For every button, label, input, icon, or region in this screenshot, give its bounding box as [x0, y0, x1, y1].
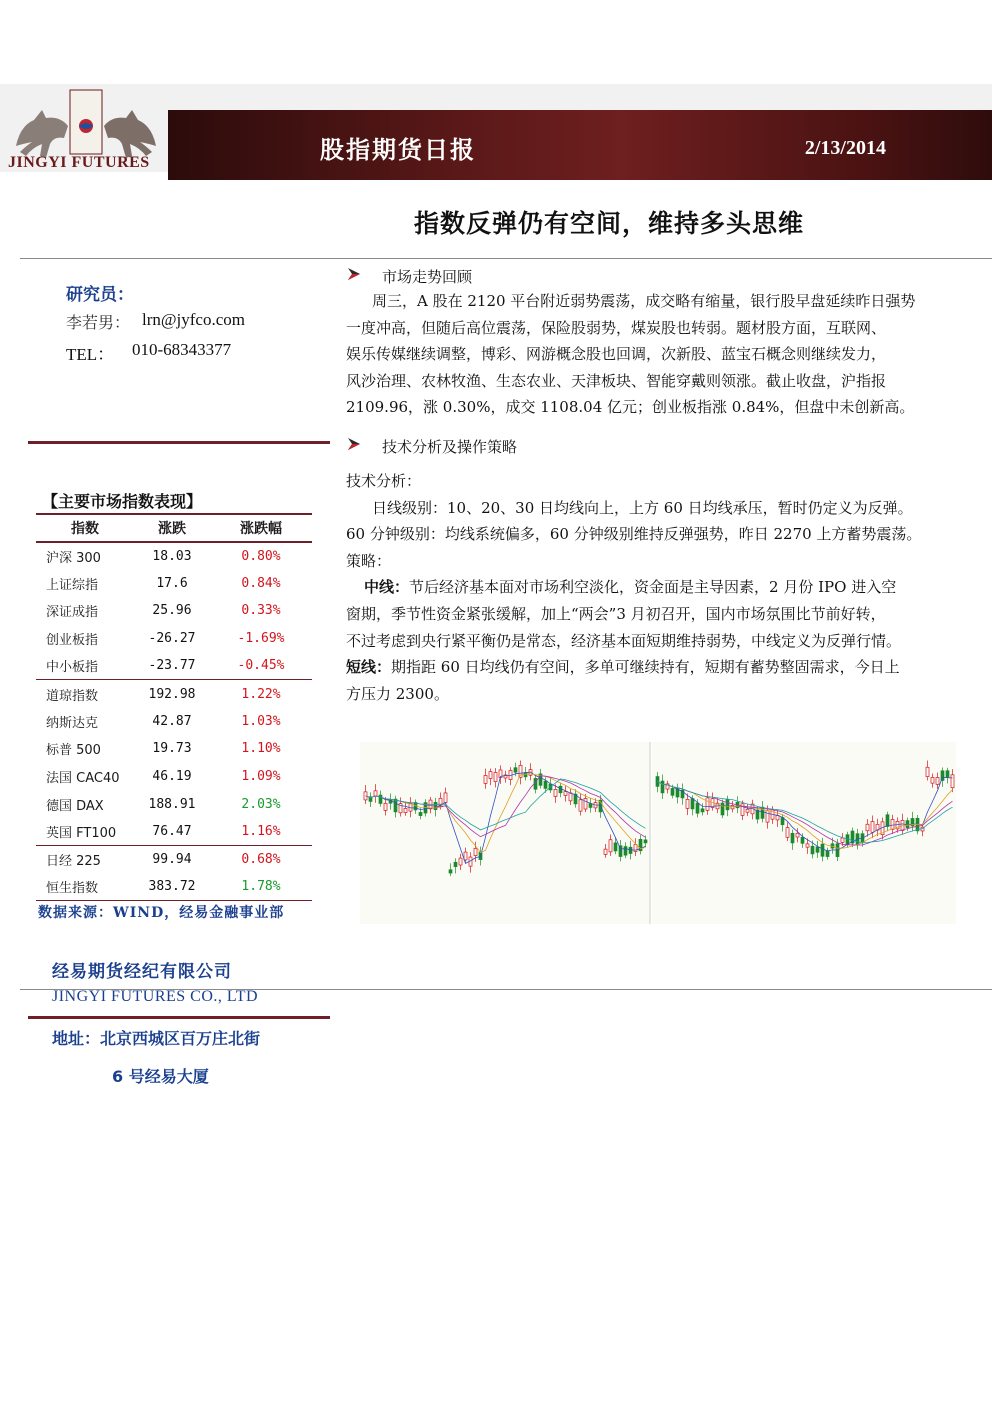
- tech-label: 技术分析：: [346, 472, 422, 490]
- candle-body: [811, 846, 814, 854]
- candle-body: [691, 799, 694, 809]
- candle-body: [841, 838, 844, 842]
- candle-body: [449, 870, 452, 873]
- candle-body: [791, 833, 794, 843]
- index-table-body: [36, 542, 312, 901]
- candle-body: [721, 803, 724, 815]
- review-line: 娱乐传媒继续调整，博彩、网游概念股也回调，次新股、蓝宝石概念则继续发力，: [346, 345, 887, 364]
- index-name: 标普 500: [46, 743, 101, 759]
- index-change: 76.47: [152, 823, 192, 839]
- candle-body: [886, 815, 889, 827]
- candle-body: [806, 844, 809, 847]
- index-change-pct: 1.09%: [241, 769, 281, 785]
- candle-body: [786, 828, 789, 838]
- candle-body: [564, 792, 567, 796]
- candle-body: [891, 819, 894, 829]
- candle-body: [946, 771, 949, 777]
- index-change: -26.27: [148, 631, 196, 647]
- candle-body: [686, 799, 689, 808]
- index-change-pct: -1.69%: [237, 631, 285, 647]
- index-change: 19.73: [152, 741, 192, 757]
- col-header-pct: 涨跌幅: [210, 514, 312, 542]
- index-change-pct: 1.22%: [210, 680, 312, 708]
- index-name: 恒生指数: [36, 873, 134, 901]
- index-name: 英国 FT100: [46, 825, 117, 841]
- candle-body: [559, 786, 562, 793]
- table-row: [36, 542, 312, 570]
- index-name: 中小板指: [46, 660, 99, 676]
- candle-body: [826, 851, 829, 857]
- mid-line: 窗期，季节性资金紧张缓解，加上“两会”3 月初召开，国内市场氛围比节前好转，: [346, 604, 886, 623]
- index-name: 上证综指: [46, 577, 99, 593]
- divider: [20, 258, 992, 259]
- candle-body: [866, 824, 869, 830]
- candle-body: [419, 812, 422, 815]
- strategy-label: 策略：: [346, 551, 392, 570]
- title-banner: [168, 110, 992, 180]
- index-change-pct: 1.78%: [210, 873, 312, 901]
- candle-body: [384, 803, 387, 810]
- candle-body: [644, 840, 647, 843]
- strategy-paragraph: [346, 468, 986, 707]
- candle-body: [514, 768, 517, 773]
- section-heading-review: 市场走势回顾: [382, 268, 473, 286]
- index-change-pct: 1.03%: [241, 713, 281, 729]
- candle-body: [906, 821, 909, 828]
- candle-body: [671, 788, 674, 795]
- mid-line: 不过考虑到央行紧平衡仍是常态，经济基本面短期维持弱势，中线定义为反弹行情。: [346, 631, 902, 650]
- headline: 指数反弹仍有空间，维持多头思维: [414, 209, 805, 238]
- candle-body: [701, 809, 704, 812]
- index-name: 纳斯达克: [46, 715, 99, 731]
- index-name: 道琼指数: [36, 680, 134, 708]
- tech-line: 60 分钟级别：均线系统偏多，60 分钟级别维持反弹强势，昨日 2270 上方蓄势震荡。: [346, 525, 922, 544]
- table-row: [36, 652, 312, 680]
- table-row: [36, 763, 312, 791]
- candle-body: [609, 840, 612, 852]
- candle-body: [579, 800, 582, 811]
- candle-body: [746, 809, 749, 812]
- researcher-email[interactable]: lrn@jyfco.com: [142, 310, 245, 329]
- candle-body: [926, 767, 929, 776]
- review-line: 周三，A 股在 2120 平台附近弱势震荡，成交略有缩量，银行股早盘延续昨日强势: [372, 292, 916, 310]
- index-change: 383.72: [134, 873, 210, 901]
- candle-body: [951, 775, 954, 788]
- review-line: 风沙治理、农林牧渔、生态农业、天津板块、智能穿戴则领涨。截止收盘，沪指报: [346, 371, 887, 390]
- candle-body: [624, 847, 627, 856]
- candle-body: [404, 808, 407, 812]
- candle-body: [821, 844, 824, 856]
- candle-body: [569, 793, 572, 801]
- review-line: 一度冲高，但随后高位震荡，保险股弱势，煤炭股也转弱。题材股方面，互联网、: [346, 318, 887, 337]
- col-header-name: 指数: [36, 514, 134, 542]
- candle-body: [584, 799, 587, 810]
- report-date: 2/13/2014: [804, 137, 886, 159]
- index-name: 法国 CAC40: [46, 771, 120, 787]
- candle-body: [444, 793, 447, 803]
- divider: [330, 989, 992, 990]
- index-change-pct: 2.03%: [241, 796, 281, 812]
- candle-body: [489, 772, 492, 779]
- index-change-pct: -0.45%: [237, 658, 285, 674]
- index-change: 188.91: [148, 796, 196, 812]
- section-heading-strategy: 技术分析及操作策略: [382, 438, 518, 456]
- index-change-pct: 0.84%: [241, 575, 281, 591]
- index-change-pct: 1.16%: [241, 823, 281, 839]
- index-name: 日经 225: [36, 846, 134, 874]
- index-name: 沪深 300: [46, 550, 101, 566]
- candle-body: [464, 852, 467, 860]
- researcher-label: 研究员：: [66, 285, 134, 305]
- index-name: 创业板指: [46, 633, 99, 649]
- divider: [28, 441, 330, 444]
- table-row: [36, 790, 312, 818]
- candle-body: [544, 781, 547, 788]
- candle-body: [801, 837, 804, 843]
- researcher-name: 李若男：: [66, 313, 131, 332]
- candle-body: [656, 777, 659, 787]
- arrow-down-right-icon: [346, 266, 362, 282]
- candle-body: [731, 805, 734, 808]
- candle-body: [604, 849, 607, 854]
- review-paragraph: [346, 288, 982, 421]
- index-change: 25.96: [152, 603, 192, 619]
- table-row: [36, 625, 312, 653]
- index-change: 46.19: [152, 769, 192, 785]
- tel-value: 010-68343377: [132, 340, 232, 359]
- tel-label: TEL：: [66, 345, 115, 364]
- logo-text: JINGYI FUTURES: [8, 154, 150, 171]
- candle-body: [726, 799, 729, 809]
- index-change: 17.6: [156, 575, 188, 591]
- candle-body: [374, 791, 377, 796]
- report-title: 股指期货日报: [320, 135, 476, 164]
- candle-body: [454, 862, 457, 866]
- table-row: [36, 873, 312, 901]
- index-change: 18.03: [152, 548, 192, 564]
- index-table-title: 【主要市场指数表现】: [42, 492, 203, 511]
- candle-body: [706, 798, 709, 810]
- table-row: [36, 597, 312, 625]
- short-line: 方压力 2300。: [346, 684, 449, 703]
- index-change: 42.87: [152, 713, 192, 729]
- candle-body: [459, 858, 462, 865]
- candlestick-charts-image: [360, 742, 956, 924]
- candle-body: [484, 775, 487, 783]
- candle-body: [554, 789, 557, 796]
- candle-body: [816, 847, 819, 852]
- divider: [28, 1016, 330, 1019]
- company-name-en: JINGYI FUTURES CO., LTD: [52, 988, 259, 1005]
- candle-body: [696, 803, 699, 813]
- candle-body: [629, 847, 632, 853]
- table-row: [36, 708, 312, 736]
- candle-body: [614, 843, 617, 851]
- candle-body: [589, 804, 592, 808]
- candle-body: [661, 781, 664, 793]
- table-row: [36, 680, 312, 708]
- table-row: [36, 846, 312, 874]
- index-change: 99.94: [134, 846, 210, 874]
- candle-body: [474, 848, 477, 855]
- table-row: [36, 570, 312, 598]
- candle-body: [796, 833, 799, 837]
- data-source: 数据来源：WIND，经易金融事业部: [38, 905, 285, 921]
- index-change-pct: 1.10%: [241, 741, 281, 757]
- index-change-pct: 0.80%: [241, 548, 281, 564]
- candle-body: [936, 777, 939, 784]
- candle-body: [494, 773, 497, 782]
- company-name-cn: 经易期货经纪有限公司: [52, 962, 232, 982]
- col-header-change: 涨跌: [134, 514, 210, 542]
- candle-body: [766, 811, 769, 822]
- index-table: [36, 513, 312, 901]
- review-line: 2109.96，涨 0.30%，成交 1108.04 亿元；创业板指涨 0.84%，但盘中未创新高。: [346, 398, 915, 417]
- table-row: [36, 818, 312, 846]
- index-name: 深证成指: [46, 605, 99, 621]
- address-line-2: 6 号经易大厦: [112, 1067, 209, 1086]
- short-line: 短线：期指距 60 日均线仍有空间，多单可继续持有，短期有蓄势整固需求，今日上: [346, 658, 900, 677]
- mid-line: 中线：节后经济基本面对市场利空淡化，资金面是主导因素，2 月份 IPO 进入空: [364, 578, 897, 597]
- index-change: 192.98: [134, 680, 210, 708]
- tech-line: 日线级别：10、20、30 日均线向上，上方 60 日均线承压，暂时仍定义为反弹。: [372, 498, 913, 517]
- index-name: 德国 DAX: [46, 798, 104, 814]
- candle-body: [871, 822, 874, 833]
- index-change-pct: 0.68%: [210, 846, 312, 874]
- index-change-pct: 0.33%: [241, 603, 281, 619]
- index-change: -23.77: [148, 658, 196, 674]
- address-line-1: 地址：北京西城区百万庄北街: [52, 1029, 261, 1048]
- candle-body: [394, 799, 397, 812]
- candle-body: [931, 777, 934, 783]
- table-row: [36, 735, 312, 763]
- arrow-down-right-icon: [346, 436, 362, 452]
